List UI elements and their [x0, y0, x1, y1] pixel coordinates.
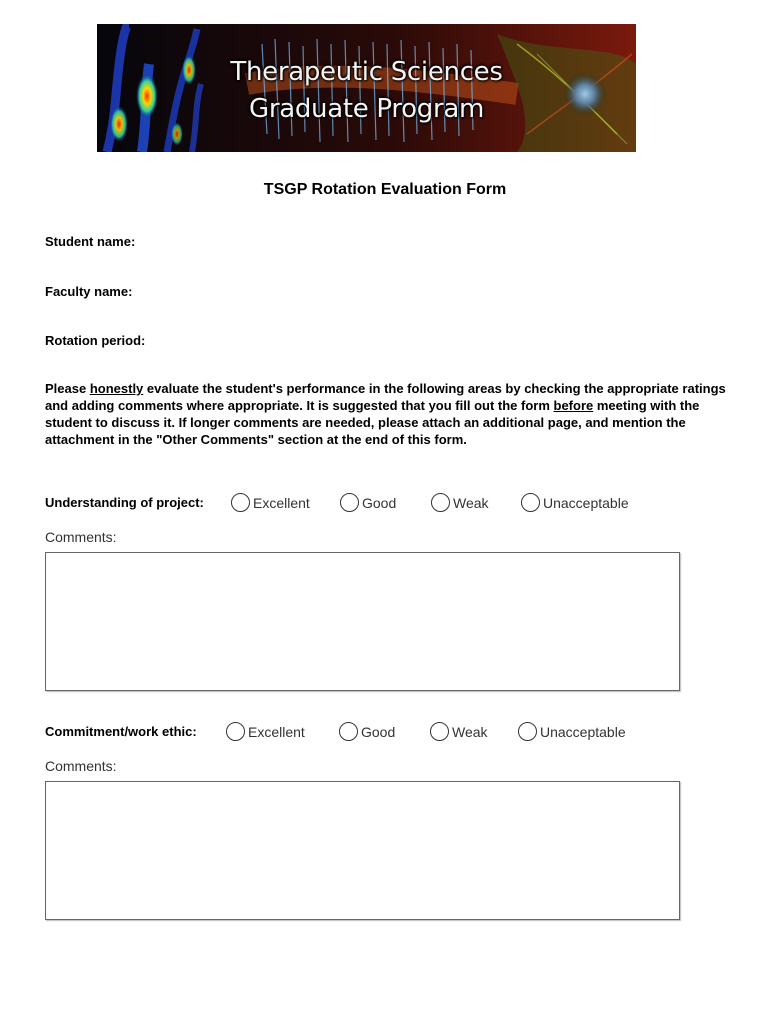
faculty-name-label: Faculty name:	[45, 284, 133, 299]
radio-good[interactable]	[339, 722, 358, 741]
comments-label: Comments:	[45, 529, 117, 545]
banner-title-line2: Graduate Program	[248, 94, 485, 124]
instructions-paragraph	[45, 380, 745, 448]
rating-label: Understanding of project:	[45, 495, 204, 510]
option-label: Unacceptable	[543, 495, 629, 511]
radio-weak[interactable]	[430, 722, 449, 741]
radio-weak[interactable]	[431, 493, 450, 512]
program-banner	[97, 24, 636, 152]
comments-label: Comments:	[45, 758, 117, 774]
rating-label: Commitment/work ethic:	[45, 724, 197, 739]
instructions-part3: meeting with the student to discuss it. If longer comments are needed, please attach an additional page, and mention the attachment in the "Other Comments" section at the end of this form.	[45, 398, 700, 447]
radio-unacceptable[interactable]	[518, 722, 537, 741]
option-label: Weak	[453, 495, 489, 511]
instructions-emphasis-honestly: honestly	[89, 381, 144, 396]
option-label: Excellent	[253, 495, 310, 511]
instructions-part1: Please	[45, 381, 90, 396]
banner-title	[97, 54, 636, 128]
option-label: Good	[361, 724, 396, 740]
option-label: Weak	[452, 724, 488, 740]
radio-excellent[interactable]	[226, 722, 245, 741]
comments-field-commitment[interactable]	[45, 781, 680, 920]
student-name-label: Student name:	[45, 234, 136, 249]
instructions-emphasis-before: before	[553, 398, 594, 413]
rating-row-understanding	[45, 492, 725, 516]
banner-title-line1: Therapeutic Sciences	[230, 57, 503, 87]
option-label: Unacceptable	[540, 724, 626, 740]
radio-excellent[interactable]	[231, 493, 250, 512]
option-label: Good	[362, 495, 397, 511]
radio-unacceptable[interactable]	[521, 493, 540, 512]
form-title: TSGP Rotation Evaluation Form	[263, 181, 507, 198]
radio-good[interactable]	[340, 493, 359, 512]
option-label: Excellent	[248, 724, 305, 740]
rotation-period-label: Rotation period:	[45, 333, 146, 348]
comments-field-understanding[interactable]	[45, 552, 680, 691]
rating-row-commitment	[45, 721, 725, 745]
instructions-part2: evaluate the student's performance in the following areas by checking the appropriate ratings and adding comments where appropriate. It is suggested that you fill out the form	[45, 381, 726, 413]
